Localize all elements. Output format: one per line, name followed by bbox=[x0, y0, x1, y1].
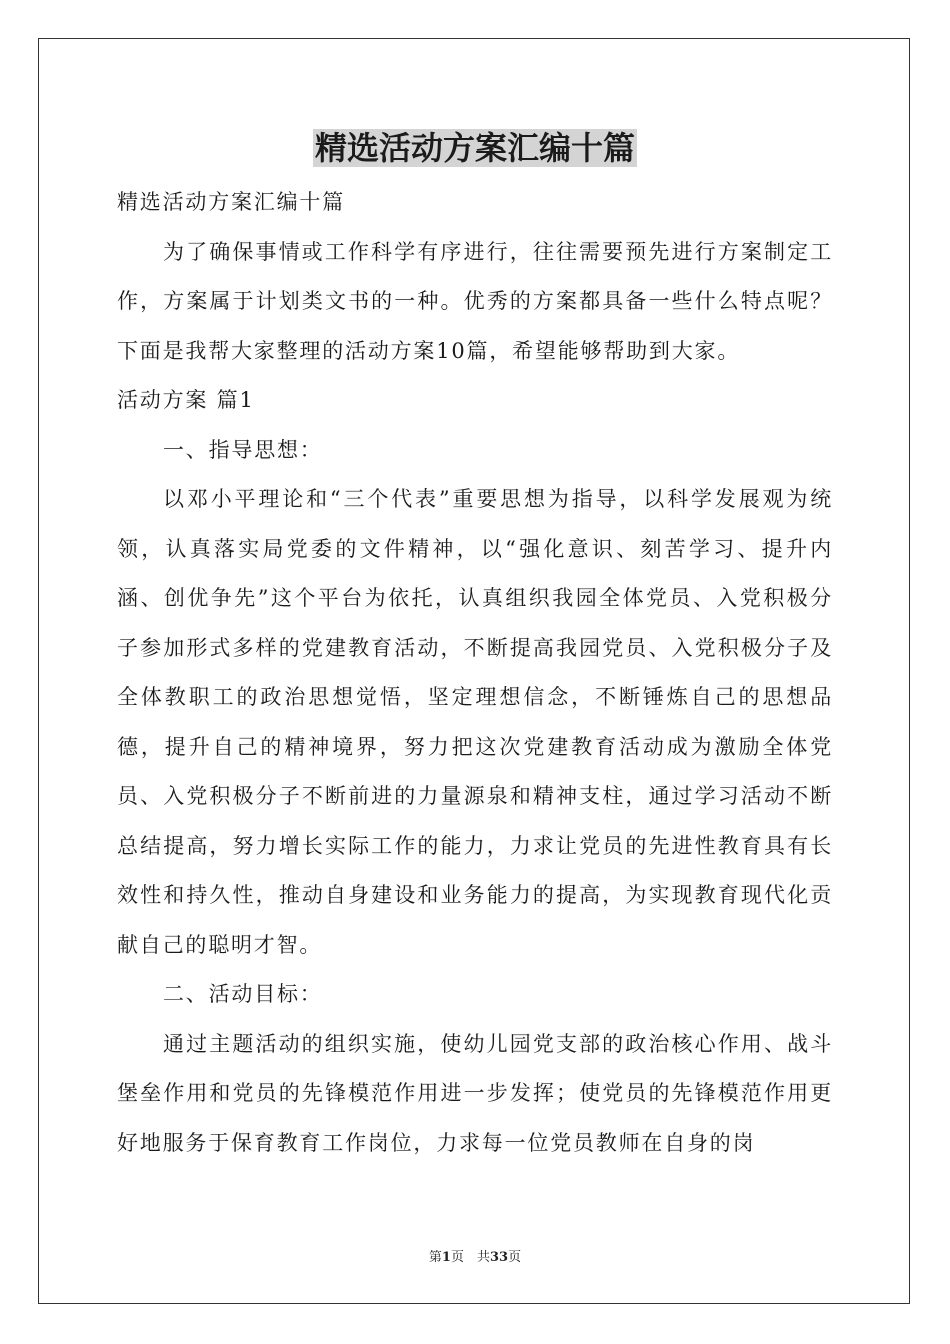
activity-goals-paragraph: 通过主题活动的组织实施，使幼儿园党支部的政治核心作用、战斗堡垒作用和党员的先锋模范作用进一步发挥；使党员的先锋模范作用更好地服务于保育教育工作岗位，力求每一位党员教师在自身的岗 bbox=[117, 1031, 833, 1155]
page-total: 33 bbox=[489, 1250, 509, 1265]
page-prefix: 第 bbox=[428, 1250, 442, 1265]
subheading-activity-goals: 二、活动目标： bbox=[163, 982, 323, 1006]
subtitle-paragraph: 精选活动方案汇编十篇 bbox=[117, 190, 345, 214]
intro-paragraph: 为了确保事情或工作科学有序进行，往往需要预先进行方案制定工作，方案属于计划类文书的一种。优秀的方案都具备一些什么特点呢？下面是我帮大家整理的活动方案10篇，希望能够帮助到大家。 bbox=[117, 239, 833, 363]
page-suffix: 页 bbox=[508, 1250, 522, 1265]
document-body bbox=[117, 178, 833, 1168]
subheading-guiding-ideology: 一、指导思想： bbox=[163, 437, 323, 462]
page-mid: 页 共 bbox=[450, 1250, 490, 1265]
document-title-text: 精选活动方案汇编十篇 bbox=[314, 129, 635, 167]
document-title bbox=[0, 125, 950, 171]
section-heading: 活动方案 篇1 bbox=[117, 388, 255, 412]
page-footer bbox=[0, 1246, 950, 1265]
guiding-ideology-paragraph: 以邓小平理论和“三个代表”重要思想为指导，以科学发展观为统领，认真落实局党委的文件精神，以“强化意识、刻苦学习、提升内涵、创优争先”这个平台为依托，认真组织我园全体党员、入党积极分子参加形式多样的党建教育活动，不断提高我园党员、入党积极分子及全体教职工的政治思想觉悟，坚定理想信念，不断锤炼自己的思想品德，提升自己的精神境界，努力把这次党建教育活动成为激励全体党员、入党积极分子不断前进的力量源泉和精神支柱，通过学习活动不断总结提高，努力增长实际工作的能力，力求让党员的先进性教育具有长效性和持久性，推动自身建设和业务能力的提高，为实现教育现代化贡献自己的聪明才智。 bbox=[117, 487, 833, 957]
page-current: 1 bbox=[441, 1250, 451, 1265]
